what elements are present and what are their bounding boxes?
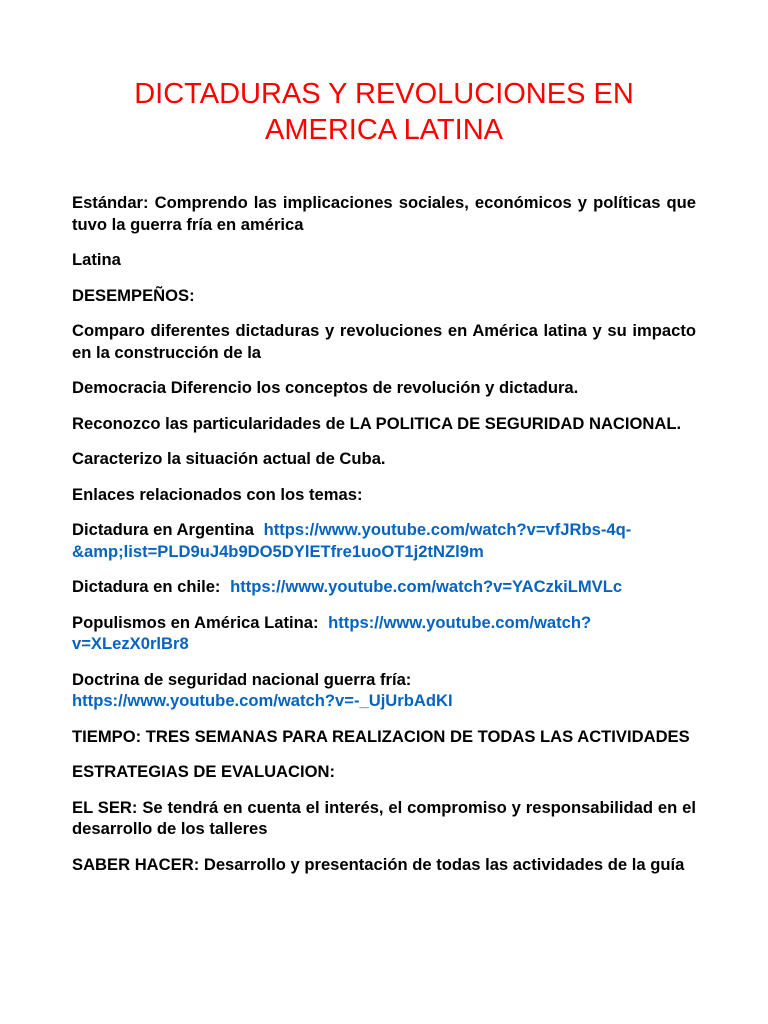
link-paragraph-populismos (72, 612, 696, 655)
link-doctrina[interactable]: https://www.youtube.com/watch?v=-_UjUrbAdKI (72, 691, 453, 710)
link-paragraph-doctrina (72, 669, 696, 712)
tiempo-paragraph: TIEMPO: TRES SEMANAS PARA REALIZACION DE TODAS LAS ACTIVIDADES (72, 726, 690, 746)
link-label-argentina: Dictadura en Argentina (72, 520, 254, 539)
link-paragraph-argentina (72, 519, 696, 562)
enlaces-heading: Enlaces relacionados con los temas: (72, 484, 363, 504)
link-label-chile: Dictadura en chile: (72, 577, 221, 596)
document-title (72, 76, 696, 148)
saber-hacer-paragraph: SABER HACER: Desarrollo y presentación de todas las actividades de la guía (72, 854, 685, 874)
link-chile[interactable]: https://www.youtube.com/watch?v=YACzkiLMVLc (230, 577, 623, 596)
comparo-paragraph: Comparo diferentes dictaduras y revoluciones en América latina y su impacto en la construcción de la (72, 321, 696, 362)
link-argentina-line-1: https://www.youtube.com/watch?v=vfJRbs-4q- (263, 520, 632, 539)
link-paragraph-chile (72, 576, 696, 598)
title-line-2: AMERICA LATINA (265, 114, 503, 146)
title-line-1: DICTADURAS Y REVOLUCIONES EN (134, 78, 634, 110)
estrategias-heading: ESTRATEGIAS DE EVALUACION: (72, 762, 336, 781)
estandar-paragraph: Estándar: Comprendo las implicaciones sociales, económicos y políticas que tuvo la guerra fría en américa (72, 193, 696, 234)
link-label-populismos: Populismos en América Latina: (72, 612, 319, 632)
link-argentina-line-2: &amp;list=PLD9uJ4b9DO5DYlETfre1uoOT1j2tNZl9m (72, 541, 484, 561)
caracterizo-paragraph: Caracterizo la situación actual de Cuba. (72, 449, 386, 468)
el-ser-paragraph: EL SER: Se tendrá en cuenta el interés, el compromiso y responsabilidad en el desarrollo de los talleres (72, 797, 696, 838)
reconozco-paragraph: Reconozco las particularidades de LA POLITICA DE SEGURIDAD NACIONAL. (72, 413, 682, 433)
link-label-doctrina: Doctrina de seguridad nacional guerra fría: (72, 669, 412, 689)
document-page (72, 76, 696, 889)
link-populismos-line-2: v=XLezX0rlBr8 (72, 634, 189, 653)
link-populismos-line-1: https://www.youtube.com/watch? (328, 612, 592, 632)
desempenos-heading: DESEMPEÑOS: (72, 285, 195, 305)
latina-paragraph: Latina (72, 250, 121, 269)
democracia-paragraph: Democracia Diferencio los conceptos de revolución y dictadura. (72, 378, 579, 397)
